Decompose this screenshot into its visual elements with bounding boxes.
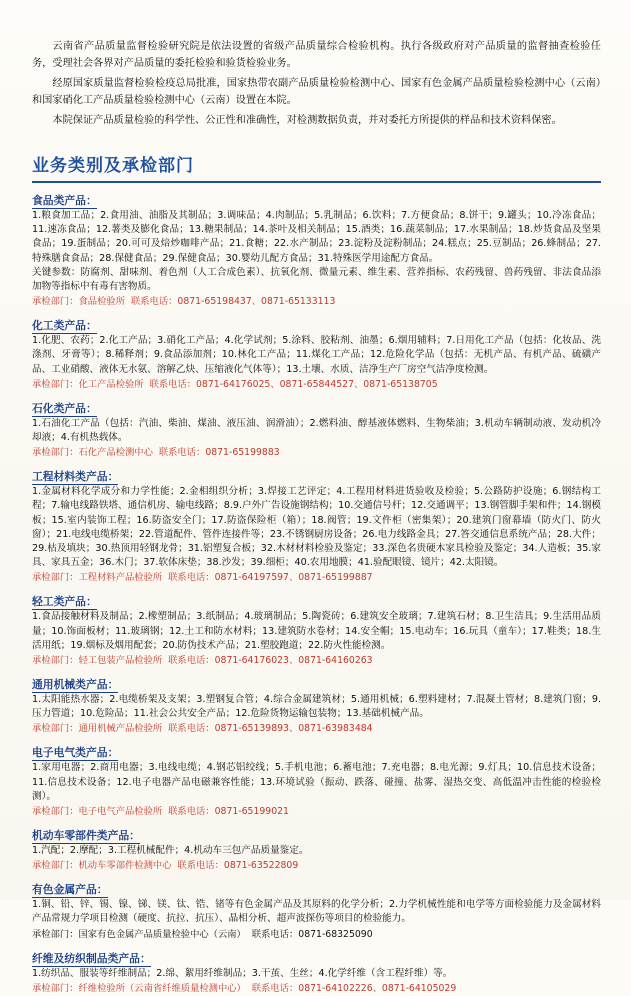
category-body: 1.石油化工产品（包括：汽油、柴油、煤油、液压油、润滑油）；2.燃料油、醇基液体燃料、生物柴油；3.机动车辆制动液、发动机冷却液；4.有机热载体。 bbox=[32, 417, 601, 444]
tel-label: 联系电话： bbox=[168, 723, 215, 735]
tel-label: 联系电话： bbox=[251, 928, 299, 940]
category-footer bbox=[32, 654, 601, 668]
category-textiles bbox=[32, 951, 601, 996]
category-title bbox=[32, 677, 601, 692]
category-title-text: 电子电气类产品： bbox=[32, 746, 119, 760]
tel-value: 0871-65199021 bbox=[214, 806, 289, 818]
category-body: 1.金属材料化学成分和力学性能；2.金相组织分析；3.焊接工艺评定；4.工程用材料进货验收及检验；5.公路防护设施；6.钢结构工程；7.输电线路铁塔、通信机房、输电线路；8.9.户外广告设施钢结构；10.交通信号杆；12.交通调平；13.钢管脚手架和件；14.钢模板；15.室内装饰工程；16.防盗安全门；17.防盗保险柜（箱）；18.阀管；19.文件柜（密集架）；20.建筑门窗幕墙（防火门、防火窗）；21.电线电缆桥架；22.管道配件、管件连接件等；23.不锈钢厨房设备；26.电力线路金具；27.答交通信息系统产品；28.大件；29.枯及填块；30.热顶用轻钢龙骨；31.铝塑复合板；32.木材材料检验及鉴定；33.深色名贵硬木家具检验及鉴定；34.人造板；35.家具、家具五金；36.木门；37.软体床垫；38.沙发；39.细柜；40.农用地膜；41.验配眼镜、镜片；42.太阳镜。 bbox=[32, 486, 601, 569]
tel-value: 0871-64197597、0871-65199887 bbox=[214, 572, 373, 584]
tel-label: 联系电话： bbox=[130, 296, 178, 308]
dept-value: 电子电气产品检验所 bbox=[78, 806, 163, 818]
category-title bbox=[32, 745, 601, 760]
category-title-text: 纤维及纺织制品类产品： bbox=[32, 951, 151, 965]
dept-value: 工程材料产品检验所 bbox=[78, 572, 163, 584]
category-food bbox=[32, 193, 601, 309]
category-title bbox=[32, 318, 601, 333]
category-nonferrous-metals bbox=[32, 882, 601, 941]
intro-paragraph-1: 云南省产品质量监督检验研究院是依法设置的省级产品质量综合检验机构。执行各级政府对产品质量的监督抽查检验任务，受理社会各界对产品质量的委托检验和验货检验业务。 bbox=[32, 41, 601, 69]
category-footer bbox=[32, 571, 601, 585]
intro-section bbox=[32, 38, 601, 129]
category-title-text: 有色金属产品： bbox=[32, 883, 108, 897]
dept-value: 通用机械产品检验所 bbox=[78, 723, 163, 735]
category-petrochemical bbox=[32, 401, 601, 460]
category-body: 1.粮食加工品；2.食用油、油脂及其制品；3.调味品；4.肉制品；5.乳制品；6.饮料；7.方便食品；8.饼干；9.罐头；10.冷冻食品；11.速冻食品；12.薯类及膨化食品；13.糖果制品；14.茶叶及相关制品；15.酒类；16.蔬菜制品；17.水果制品；18.炒货食品及坚果食品；19.蛋制品；20.可可及焙炒咖啡产品；21.食糖；22.水产制品；23.淀粉及淀粉制品；24.糕点；25.豆制品；26.蜂制品；27.特殊膳食食品；28.保健食品；29.保健食品；30.婴幼儿配方食品；31.特殊医学用途配方食品。 bbox=[32, 210, 601, 264]
dept-value: 国家有色金属产品质量检验中心（云南） bbox=[78, 928, 246, 940]
dept-label: 承检部门： bbox=[32, 572, 79, 584]
category-body: 1.汽配；2.摩配；3.工程机械配件；4.机动车三包产品质量鉴定。 bbox=[32, 845, 309, 857]
tel-label: 联系电话： bbox=[168, 572, 215, 584]
tel-label: 联系电话： bbox=[149, 378, 197, 390]
dept-label: 承检部门： bbox=[32, 806, 79, 818]
category-footer bbox=[32, 722, 601, 736]
category-footer bbox=[32, 805, 601, 819]
category-footer bbox=[32, 859, 601, 873]
dept-value: 食品检验所 bbox=[78, 296, 125, 308]
tel-value: 0871-65139893、0871-63983484 bbox=[214, 723, 373, 735]
category-title-text: 石化类产品： bbox=[32, 401, 97, 415]
tel-value: 0871-65198437、0871-65133113 bbox=[177, 296, 336, 308]
category-body: 1.食品接触材料及制品；2.橡塑制品；3.纸制品；4.玻璃制品；5.陶瓷砖；6.建筑安全玻璃；7.建筑石材；8.卫生洁具；9.生活用品质量；10.饰面板材；11.玻璃钢；12.土工和防水材料；13.建筑防水卷材；14.安全帽；15.电动车；16.玩具（童车）；17.鞋类；18.生活用纸；19.烟标及烟用配套；20.防伪技术产品；21.塑胶跑道；22.防火性能检测。 bbox=[32, 611, 601, 651]
dept-label: 承检部门： bbox=[32, 655, 79, 667]
tel-value: 0871-65199883 bbox=[205, 447, 280, 459]
tel-label: 联系电话： bbox=[158, 447, 206, 459]
tel-label: 联系电话： bbox=[251, 982, 299, 994]
category-electronics bbox=[32, 745, 601, 819]
category-title bbox=[32, 882, 601, 897]
category-title bbox=[32, 828, 601, 843]
tel-label: 联系电话： bbox=[168, 806, 215, 818]
category-general-machinery bbox=[32, 677, 601, 736]
category-title-text: 食品类产品： bbox=[32, 194, 97, 207]
dept-label: 承检部门： bbox=[32, 860, 79, 872]
category-footer bbox=[32, 378, 601, 392]
tel-value: 0871-64176023、0871-64160263 bbox=[214, 655, 373, 667]
category-engineering-materials bbox=[32, 469, 601, 585]
section-heading: 业务类别及承检部门 bbox=[32, 151, 601, 183]
category-title-text: 机动车零部件类产品： bbox=[32, 829, 140, 843]
tel-value: 0871-63522809 bbox=[223, 860, 299, 872]
intro-paragraph-3: 本院保证产品质量检验的科学性、公正性和准确性，对检测数据负责，并对委托方所提供的样品和技术资料保密。 bbox=[52, 115, 562, 126]
category-vehicle-parts bbox=[32, 828, 601, 873]
category-body: 1.家用电器；2.商用电器；3.电线电缆；4.钢芯铝绞线；5.手机电池；6.蓄电池；7.充电器；8.电光源；9.灯具；10.信息技术设备；11.信息技术设备；12.电子电器产品电磁兼容性能；13.环境试验（振动、跌落、碰撞、盐雾、湿热交变、高低温冲击性能的检验检测）。 bbox=[32, 762, 601, 802]
dept-value: 石化产品检测中心 bbox=[78, 447, 153, 459]
dept-value: 纤维检验所（云南省纤维质量检测中心） bbox=[78, 982, 246, 994]
category-title bbox=[32, 193, 601, 208]
tel-label: 联系电话： bbox=[177, 860, 224, 872]
dept-value: 化工产品检验所 bbox=[78, 378, 144, 390]
category-title-text: 轻工类产品： bbox=[32, 595, 97, 609]
category-title bbox=[32, 594, 601, 609]
tel-value: 0871-68325090 bbox=[298, 928, 373, 940]
category-footer bbox=[32, 982, 601, 996]
category-footer bbox=[32, 928, 601, 942]
category-footer bbox=[32, 295, 601, 309]
category-keywords: 关键参数：防腐剂、甜味剂、着色剂（人工合成色素）、抗氧化剂、微量元素、维生素、营养指标、农药残留、兽药残留、非法食品添加物等指标中有毒有害物质。 bbox=[32, 266, 601, 293]
dept-label: 承检部门： bbox=[32, 723, 79, 735]
tel-value: 0871-64176025、0871-65844527、0871-65138705 bbox=[196, 378, 438, 390]
category-light-industry bbox=[32, 594, 601, 668]
dept-label: 承检部门： bbox=[32, 447, 79, 459]
category-title bbox=[32, 401, 601, 416]
intro-paragraph-2: 经原国家质量监督检验检疫总局批准，国家热带农副产品质量检验检测中心、国家有色金属产品质量检验检测中心（云南）和国家硝化工产品质量检验检测中心（云南）设置在本院。 bbox=[32, 78, 601, 106]
category-title bbox=[32, 951, 601, 966]
category-chemical bbox=[32, 318, 601, 392]
category-body: 1.太阳能热水器；2.电缆桥架及支架；3.塑钢复合管；4.综合金属建筑材；5.通用机械；6.塑料建材；7.混凝土管材；8.建筑门窗；9.压力管道；10.危险品；11.社会公共安全产品；12.危险货物运输包装物；13.基础机械产品。 bbox=[32, 694, 601, 720]
dept-value: 轻工包装产品检验所 bbox=[78, 655, 163, 667]
category-title-text: 通用机械类产品： bbox=[32, 678, 119, 692]
category-title-text: 工程材料类产品： bbox=[32, 470, 119, 484]
category-title bbox=[32, 469, 601, 484]
dept-label: 承检部门： bbox=[32, 378, 79, 390]
tel-value: 0871-64102226、0871-64105029 bbox=[298, 982, 457, 994]
category-footer bbox=[32, 446, 601, 460]
category-body: 1.化肥、农药；2.化工产品；3.硝化工产品；4.化学试剂；5.涂料、胶粘剂、油墨；6.烟用辅料；7.日用化工产品（包括：化妆品、洗涤剂、牙膏等）；8.稀释剂；9.食品添加剂；10.林化工产品；11.煤化工产品；12.危险化学品（包括：无机产品、有机产品、硫磺产品、工业硝酸、液体无水氨、溶解乙炔、压缩液化气体等）；13.土壤、水质、洁净生产厂房空气洁净度检测。 bbox=[32, 335, 601, 375]
category-title-text: 化工类产品： bbox=[32, 319, 97, 333]
dept-label: 承检部门： bbox=[32, 296, 79, 308]
tel-label: 联系电话： bbox=[168, 655, 215, 667]
dept-label: 承检部门： bbox=[32, 982, 79, 994]
category-body: 1.铜、铅、锌、锡、镍、锑、镁、钛、锆、锗等有色金属产品及其原料的化学分析；2.力学机械性能和电学等方面检验能力及金属材料产品常规力学项目检测（硬度、抗拉、抗压）、晶相分析、超声波探伤等项目的检验能力。 bbox=[32, 899, 601, 925]
dept-value: 机动车零部件检测中心 bbox=[78, 860, 172, 872]
category-body: 1.纺织品、服装等纤维制品；2.绵、絮用纤维制品；3.干茧、生丝；4.化学纤维（含工程纤维）等。 bbox=[32, 967, 453, 979]
dept-label: 承检部门： bbox=[32, 928, 79, 940]
